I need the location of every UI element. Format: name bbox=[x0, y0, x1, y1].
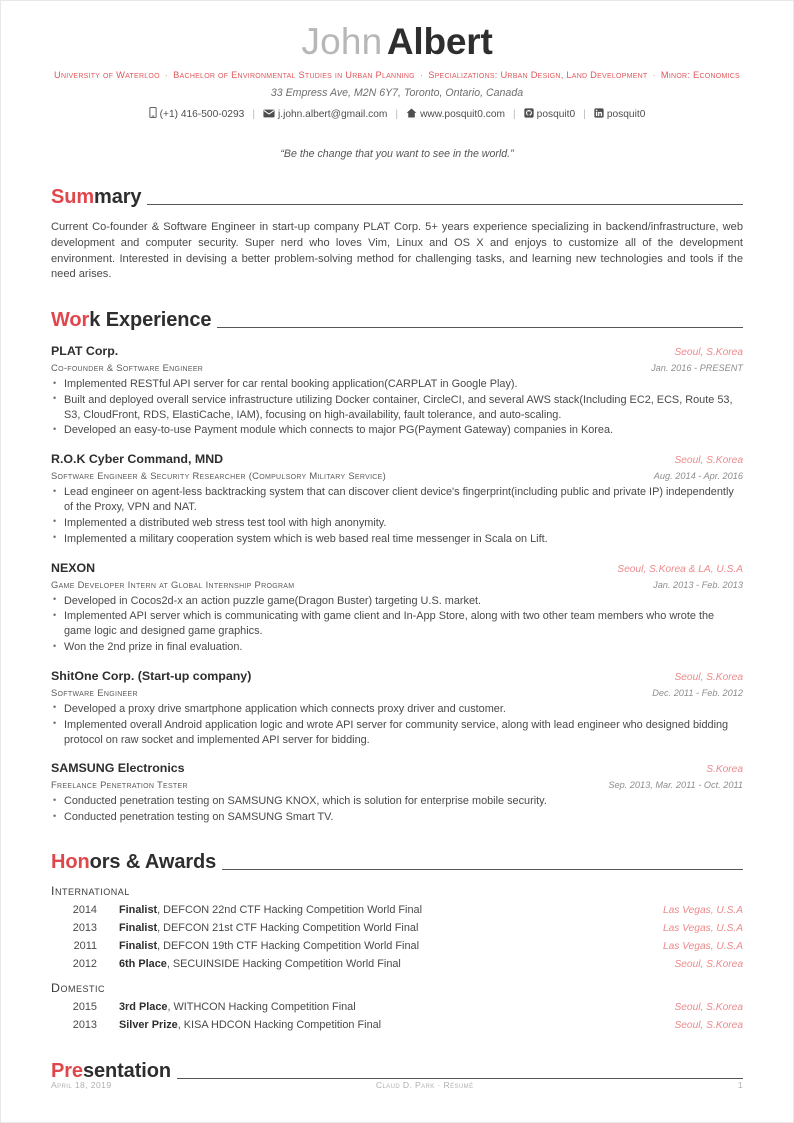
work-entry-subheader bbox=[51, 779, 743, 790]
work-entry-location: Seoul, S.Korea & LA, U.S.A bbox=[617, 563, 743, 575]
work-entry-header bbox=[51, 761, 743, 775]
list-item: • Lead engineer on agent-less backtracking system that can discover client device's fingerprint(including public and private IP) independently of the Proxy, VPN and NAT. bbox=[51, 485, 743, 515]
work-entry-subheader bbox=[51, 470, 743, 481]
list-item: • Won the 2nd prize in final evaluation. bbox=[51, 640, 743, 655]
award-row bbox=[51, 1001, 743, 1013]
award-description: 6th Place, SECUINSIDE Hacking Competition World Final bbox=[119, 958, 401, 971]
work-entry-date: Jan. 2013 - Feb. 2013 bbox=[653, 579, 743, 590]
work-entry-role: Software Engineer bbox=[51, 686, 138, 698]
award-row bbox=[51, 1019, 743, 1031]
contact-separator: | bbox=[583, 109, 586, 120]
award-prize: Finalist bbox=[119, 922, 158, 935]
quote-text: “Be the change that you want to see in the world.” bbox=[280, 148, 514, 160]
work-entry-company: SAMSUNG Electronics bbox=[51, 761, 185, 776]
github-icon bbox=[524, 108, 534, 118]
award-location: Seoul, S.Korea bbox=[674, 959, 743, 971]
award-description: 3rd Place, WITHCON Hacking Competition Final bbox=[119, 1001, 356, 1014]
work-entry-bullets bbox=[51, 594, 743, 655]
contact-line bbox=[51, 107, 743, 120]
presentation-heading-rule bbox=[177, 1078, 743, 1079]
summary-heading-text bbox=[51, 187, 141, 208]
contact-text: (+1) 416-500-0293 bbox=[159, 109, 245, 120]
work-entry bbox=[51, 669, 743, 747]
award-prize: 6th Place bbox=[119, 958, 167, 971]
presentation-heading bbox=[51, 1061, 743, 1082]
work-heading-rule bbox=[217, 327, 743, 328]
work-entry bbox=[51, 561, 743, 655]
contact-item[interactable] bbox=[263, 109, 387, 120]
work-entry-date: Jan. 2016 - PRESENT bbox=[651, 363, 743, 373]
honors-subheading: International bbox=[51, 884, 130, 899]
list-item: • Implemented a distributed web stress test tool with high anonymity. bbox=[51, 516, 743, 531]
footer-page-number: 1 bbox=[737, 1080, 743, 1090]
section-work-experience bbox=[51, 310, 743, 825]
footer-center-label: Claud D. Park · Résumé bbox=[375, 1080, 474, 1090]
work-entry-bullets bbox=[51, 794, 743, 825]
contact-text: posquit0 bbox=[536, 109, 576, 120]
work-entry-bullets bbox=[51, 485, 743, 546]
work-entry-location: Seoul, S.Korea bbox=[674, 455, 743, 467]
award-location: Las Vegas, U.S.A bbox=[662, 923, 743, 935]
summary-heading-rest: mary bbox=[94, 186, 142, 208]
award-row bbox=[51, 904, 743, 916]
summary-paragraph: Current Co-founder & Software Engineer in start-up company PLAT Corp. 5+ years experience specializing in backend/infrastructure, web development and computer security. Super nerd who loves Vim, Linux and OS X and enjoys to customize all of the development environment. Interested in devising a better problem-solving method for challenging tasks, and learning new technologies and tools if the need arises. bbox=[51, 221, 743, 281]
work-entry-list bbox=[51, 344, 743, 825]
education-separator: · bbox=[652, 70, 656, 80]
award-prize: Silver Prize bbox=[119, 1019, 178, 1032]
address-line: 33 Empress Ave, M2N 6Y7, Toronto, Ontario, Canada bbox=[270, 87, 524, 99]
list-item: • Conducted penetration testing on SAMSUNG Smart TV. bbox=[51, 810, 743, 825]
work-entry-header bbox=[51, 452, 743, 466]
award-prize: 3rd Place bbox=[119, 1001, 168, 1014]
work-entry-company: ShitOne Corp. (Start-up company) bbox=[51, 668, 252, 683]
award-description: Finalist, DEFCON 22nd CTF Hacking Competition World Final bbox=[119, 904, 423, 917]
award-row bbox=[51, 940, 743, 952]
contact-text: posquit0 bbox=[606, 109, 646, 120]
list-item: • Developed an easy-to-use Payment module which connects to major PG(Payment Gateway) companies in Korea. bbox=[51, 423, 743, 438]
linkedin-icon bbox=[594, 108, 604, 118]
award-year: 2012 bbox=[72, 958, 97, 971]
education-separator: · bbox=[419, 70, 424, 80]
education-separator: · bbox=[164, 70, 169, 80]
award-location: Las Vegas, U.S.A bbox=[662, 941, 743, 953]
work-entry-date: Sep. 2013, Mar. 2011 - Oct. 2011 bbox=[608, 780, 743, 791]
award-description: Finalist, DEFCON 19th CTF Hacking Competition World Final bbox=[119, 940, 419, 953]
section-honors-awards bbox=[51, 852, 743, 1031]
honors-heading bbox=[51, 852, 743, 873]
work-entry-company: PLAT Corp. bbox=[51, 344, 119, 358]
list-item: • Built and deployed overall service infrastructure utilizing Docker container, CircleCI, and several AWS stack(Including EC2, ECS, Route 53, S3, CloudFront, RDS, ElastiCache, IAM), focusing on high-availability, fault tolerance, and auto-scaling. bbox=[51, 393, 743, 423]
list-item: • Implemented overall Android application logic and wrote API server for community service, along with lead engineer who designed bidding protocol on raw socket and implemented API server for bidding. bbox=[51, 718, 743, 748]
list-item: • Developed in Cocos2d-x an action puzzle game(Dragon Buster) targeting U.S. market. bbox=[51, 594, 743, 609]
education-item: Minor: Economics bbox=[660, 70, 740, 80]
contact-separator: | bbox=[513, 109, 516, 120]
last-name: Albert bbox=[386, 21, 493, 62]
award-year: 2015 bbox=[72, 1001, 97, 1014]
education-subtitle bbox=[51, 70, 743, 80]
work-entry-header bbox=[51, 561, 743, 575]
list-item: • Conducted penetration testing on SAMSUNG KNOX, which is solution for enterprise mobile security. bbox=[51, 794, 743, 809]
education-item: University of Waterloo bbox=[54, 70, 160, 80]
work-entry-location: Seoul, S.Korea bbox=[674, 671, 743, 683]
work-entry-company: R.O.K Cyber Command, MND bbox=[51, 452, 224, 467]
section-summary bbox=[51, 187, 743, 283]
work-entry-subheader bbox=[51, 687, 743, 698]
work-heading-highlight: Wor bbox=[51, 309, 90, 331]
honors-group-list bbox=[51, 884, 743, 1031]
envelope-icon bbox=[263, 109, 275, 118]
mobile-icon bbox=[149, 107, 157, 118]
presentation-heading-rest: sentation bbox=[82, 1060, 171, 1083]
education-item: Specializations: Urban Design, Land Development bbox=[428, 70, 648, 80]
award-location: Las Vegas, U.S.A bbox=[662, 905, 743, 917]
summary-heading-rule bbox=[147, 204, 743, 205]
work-heading-rest: k Experience bbox=[89, 309, 212, 331]
contact-item[interactable] bbox=[406, 108, 505, 120]
honors-heading-rest: ors & Awards bbox=[89, 851, 217, 874]
work-entry-date: Dec. 2011 - Feb. 2012 bbox=[652, 687, 743, 698]
work-heading-text bbox=[51, 310, 211, 331]
presentation-heading-text bbox=[51, 1061, 171, 1082]
honors-heading-text bbox=[51, 852, 216, 873]
honors-heading-rule bbox=[222, 869, 743, 870]
work-entry bbox=[51, 452, 743, 546]
contact-separator: | bbox=[395, 109, 399, 120]
work-entry-header bbox=[51, 344, 743, 358]
work-entry-header bbox=[51, 669, 743, 683]
honors-subheading: Domestic bbox=[51, 981, 105, 996]
contact-separator: | bbox=[252, 109, 255, 120]
award-location: Seoul, S.Korea bbox=[674, 1002, 743, 1014]
summary-heading-highlight: Sum bbox=[51, 186, 95, 208]
award-prize: Finalist bbox=[119, 904, 158, 917]
home-icon bbox=[406, 108, 417, 118]
list-item: • Implemented API server which is communicating with game client and In-App Store, along with two other team members who wrote the game logic and designed game graphics. bbox=[51, 609, 743, 639]
page-footer bbox=[51, 1080, 743, 1090]
list-item: • Developed a proxy drive smartphone application which connects proxy driver and customer. bbox=[51, 702, 743, 717]
award-year: 2011 bbox=[73, 940, 97, 953]
work-entry-date: Aug. 2014 - Apr. 2016 bbox=[653, 471, 743, 482]
award-row bbox=[51, 958, 743, 970]
list-item: • Implemented a military cooperation system which is web based real time messenger in Scala on Lift. bbox=[51, 532, 743, 547]
award-year: 2014 bbox=[72, 904, 97, 917]
list-item: • Implemented RESTful API server for car rental booking application(CARPLAT in Google Play). bbox=[51, 377, 743, 392]
presentation-heading-highlight: Pre bbox=[51, 1060, 83, 1083]
footer-date: April 18, 2019 bbox=[51, 1080, 112, 1090]
work-heading bbox=[51, 310, 743, 331]
work-entry-subheader bbox=[51, 362, 743, 373]
summary-heading bbox=[51, 187, 743, 208]
work-entry-bullets bbox=[51, 377, 743, 438]
award-year: 2013 bbox=[72, 1019, 97, 1032]
work-entry-bullets bbox=[51, 702, 743, 747]
award-row bbox=[51, 922, 743, 934]
work-entry-role: Freelance Penetration Tester bbox=[51, 779, 188, 791]
contact-item[interactable] bbox=[524, 108, 576, 120]
award-year: 2013 bbox=[72, 922, 97, 935]
work-entry-role: Co-founder & Software Engineer bbox=[51, 362, 204, 373]
honors-heading-highlight: Hon bbox=[51, 851, 90, 874]
work-entry bbox=[51, 761, 743, 825]
work-entry-role: Game Developer Intern at Global Internship Program bbox=[51, 578, 295, 590]
work-entry-location: Seoul, S.Korea bbox=[674, 347, 743, 358]
work-entry-company: NEXON bbox=[51, 560, 96, 575]
contact-text: www.posquit0.com bbox=[420, 109, 505, 120]
work-entry-role: Software Engineer & Security Researcher (Compulsory Military Service) bbox=[51, 470, 387, 482]
contact-text: j.john.albert@gmail.com bbox=[277, 109, 388, 120]
page-title bbox=[51, 1, 743, 60]
award-description: Finalist, DEFCON 21st CTF Hacking Competition World Final bbox=[119, 922, 419, 935]
education-item: Bachelor of Environmental Studies in Urban Planning bbox=[173, 70, 415, 80]
work-entry-subheader bbox=[51, 579, 743, 590]
contact-item[interactable] bbox=[594, 108, 646, 120]
work-entry bbox=[51, 344, 743, 438]
award-location: Seoul, S.Korea bbox=[674, 1020, 743, 1032]
award-description: Silver Prize, KISA HDCON Hacking Competition Final bbox=[119, 1019, 382, 1032]
work-entry-location: S.Korea bbox=[706, 764, 743, 776]
contact-item[interactable] bbox=[149, 107, 245, 120]
first-name: John bbox=[301, 21, 383, 62]
section-presentation bbox=[51, 1061, 743, 1082]
award-prize: Finalist bbox=[119, 940, 158, 953]
